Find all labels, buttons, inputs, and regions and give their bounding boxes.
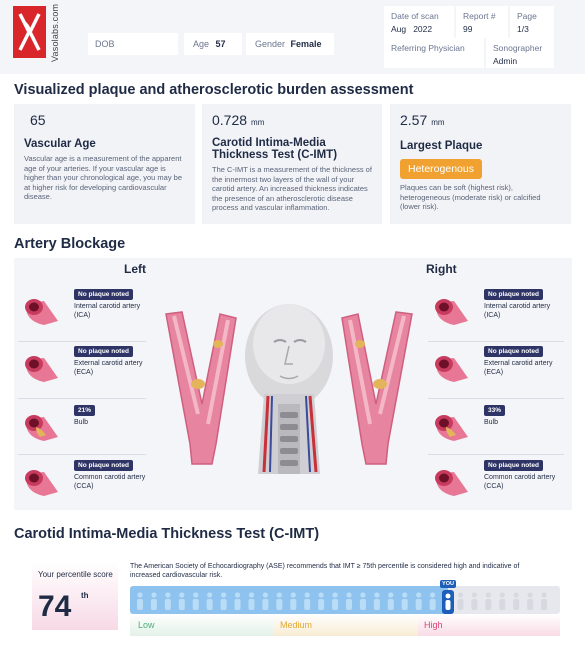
artery-cross-section-icon (22, 352, 60, 386)
right-cca-name: Common carotid artery (CCA) (484, 474, 556, 490)
percentile-person-icon (165, 592, 171, 610)
age-label: Age (193, 39, 210, 49)
dob-field (88, 33, 178, 55)
percentile-person-icon (179, 592, 185, 610)
left-ica-status-tag: No plaque noted (74, 289, 133, 300)
date-label: Date of scan (391, 11, 439, 21)
plaque-title: Largest Plaque (400, 140, 483, 152)
page-label: Page (517, 11, 537, 21)
cimt-value: 0.728 (212, 112, 248, 128)
dob-label: DOB (95, 39, 115, 49)
percentile-person-icon (332, 592, 338, 610)
right-ica-name: Internal carotid artery (ICA) (484, 303, 551, 319)
percentile-person-icon (346, 592, 352, 610)
vascular-age-card (14, 104, 195, 224)
report-value: 99 (463, 24, 473, 34)
right-side-label: Right (426, 262, 457, 276)
row-divider (18, 341, 146, 342)
percentile-person-icon (541, 592, 547, 610)
row-divider (428, 341, 564, 342)
gender-field (246, 33, 334, 55)
percentile-person-icon (207, 592, 213, 610)
row-divider (428, 398, 564, 399)
artery-cross-section-icon (22, 295, 60, 329)
scale-high: High (418, 614, 560, 636)
row-divider (428, 454, 564, 455)
percentile-person-icon (235, 592, 241, 610)
right-cca-status-tag: No plaque noted (484, 460, 543, 471)
left-ica-row (18, 289, 158, 335)
right-ica-status-tag: No plaque noted (484, 289, 543, 300)
sonographer-value: Admin (493, 56, 518, 66)
percentile-person-icon (248, 592, 254, 610)
head-neck-artery-illustration (146, 284, 432, 506)
row-divider (18, 398, 146, 399)
report-header (0, 0, 585, 74)
cimt-card (202, 104, 382, 224)
plaque-value: 2.57 (400, 112, 428, 128)
plaque-desc: Plaques can be soft (highest risk), heterogeneous (moderate risk) or calcified (lower risk). (400, 183, 541, 211)
left-eca-status-tag: No plaque noted (74, 346, 133, 357)
percentile-person-icon (499, 592, 505, 610)
left-cca-name: Common carotid artery (CCA) (74, 474, 146, 490)
artery-blockage-panel (14, 258, 572, 510)
vascular-age-value: 65 (30, 112, 46, 128)
row-divider (18, 454, 146, 455)
percentile-person-icon (513, 592, 519, 610)
page-value: 1/3 (517, 24, 529, 34)
plaque-type-badge: Heterogenous (400, 159, 482, 179)
vascular-age-title: Vascular Age (24, 138, 96, 150)
scale-low: Low (130, 614, 274, 636)
percentile-person-icon (276, 592, 282, 610)
report-number-cell (456, 6, 508, 38)
percentile-person-icon (290, 592, 296, 610)
left-cca-status-tag: No plaque noted (74, 460, 133, 471)
percentile-score-card (32, 562, 118, 630)
right-bulb-name: Bulb (484, 419, 499, 426)
artery-blockage-title: Artery Blockage (14, 236, 126, 252)
right-bulb-row (428, 405, 568, 451)
percentile-score-value: 74 (38, 590, 72, 623)
assessment-title: Visualized plaque and atherosclerotic burden assessment (14, 82, 414, 98)
percentile-person-icon (318, 592, 324, 610)
right-ica-row (428, 289, 568, 335)
artery-cross-section-icon (22, 466, 60, 500)
cimt-section-title: Carotid Intima-Media Thickness Test (C-IMT) (14, 526, 320, 542)
largest-plaque-card (390, 104, 571, 224)
age-value: 57 (215, 39, 226, 49)
left-cca-row (18, 460, 158, 506)
cimt-title: Carotid Intima-Media Thickness Test (C-IMT) (212, 137, 338, 161)
date-value: Aug 2022 (391, 24, 433, 34)
right-eca-name: External carotid artery (ECA) (484, 360, 553, 376)
percentile-person-icon (151, 592, 157, 610)
percentile-person-icon (304, 592, 310, 610)
artery-plaque-icon (432, 411, 470, 445)
cimt-desc: The C-IMT is a measurement of the thickness of the innermost two layers of the wall of your carotid artery. An increased thickness indicates the presence of an atherosclerotic disease process and vascular inflammation. (212, 165, 372, 212)
left-eca-row (18, 346, 158, 392)
sonographer-label: Sonographer (493, 43, 543, 53)
right-eca-status-tag: No plaque noted (484, 346, 543, 357)
left-ica-name: Internal carotid artery (ICA) (74, 303, 141, 319)
left-bulb-row (18, 405, 158, 451)
percentile-person-icon (221, 592, 227, 610)
page-cell (510, 6, 554, 38)
you-marker-label: YOU (440, 580, 456, 588)
left-eca-name: External carotid artery (ECA) (74, 360, 143, 376)
plaque-unit: mm (431, 118, 445, 127)
percentile-person-icon (430, 592, 436, 610)
percentile-person-icon (416, 592, 422, 610)
artery-cross-section-icon (432, 352, 470, 386)
gender-value: Female (290, 39, 322, 49)
right-eca-row (428, 346, 568, 392)
scale-medium: Medium (274, 614, 418, 636)
sonographer-cell (486, 38, 554, 68)
age-field (184, 33, 242, 55)
percentile-people-icons (130, 586, 560, 614)
percentile-person-icon (360, 592, 366, 610)
gender-label: Gender (255, 39, 286, 49)
artery-cross-section-icon (432, 295, 470, 329)
percentile-score-label: Your percentile score (38, 570, 113, 579)
percentile-person-icon (457, 592, 463, 610)
percentile-person-icon (402, 592, 408, 610)
percentile-person-icon (193, 592, 199, 610)
right-bulb-status-tag: 33% (484, 405, 505, 416)
artery-cross-section-icon (432, 466, 470, 500)
artery-plaque-icon (22, 411, 60, 445)
vasolabs-logo (13, 6, 46, 58)
percentile-person-icon (374, 592, 380, 610)
cimt-unit: mm (251, 118, 265, 127)
physician-cell (384, 38, 484, 68)
right-cca-row (428, 460, 568, 506)
logo-mark-icon (15, 8, 44, 56)
vascular-age-desc: Vascular age is a measurement of the apparent age of your arteries. If your vascular age is higher than your chronological age, you may be at higher risk for developing cardiovascular disease. (24, 154, 183, 201)
you-marker (440, 580, 456, 616)
ase-recommendation-note: The American Society of Echocardiography (ASE) recommends that IMT ≥ 75th percentile is considered high and indicative of increased cardiovascular risk. (130, 563, 520, 579)
percentile-score-suffix: th (81, 591, 89, 600)
report-label: Report # (463, 11, 496, 21)
percentile-person-icon (137, 592, 143, 610)
you-person-icon (442, 590, 454, 614)
left-bulb-name: Bulb (74, 419, 89, 426)
left-side-label: Left (124, 262, 146, 276)
date-of-scan-cell (384, 6, 454, 38)
physician-label: Referring Physician (391, 43, 465, 53)
logo-text: Vasolabs.com (50, 3, 60, 62)
left-bulb-status-tag: 21% (74, 405, 95, 416)
percentile-person-icon (471, 592, 477, 610)
percentile-person-icon (485, 592, 491, 610)
percentile-person-icon (527, 592, 533, 610)
percentile-person-icon (388, 592, 394, 610)
percentile-person-icon (262, 592, 268, 610)
